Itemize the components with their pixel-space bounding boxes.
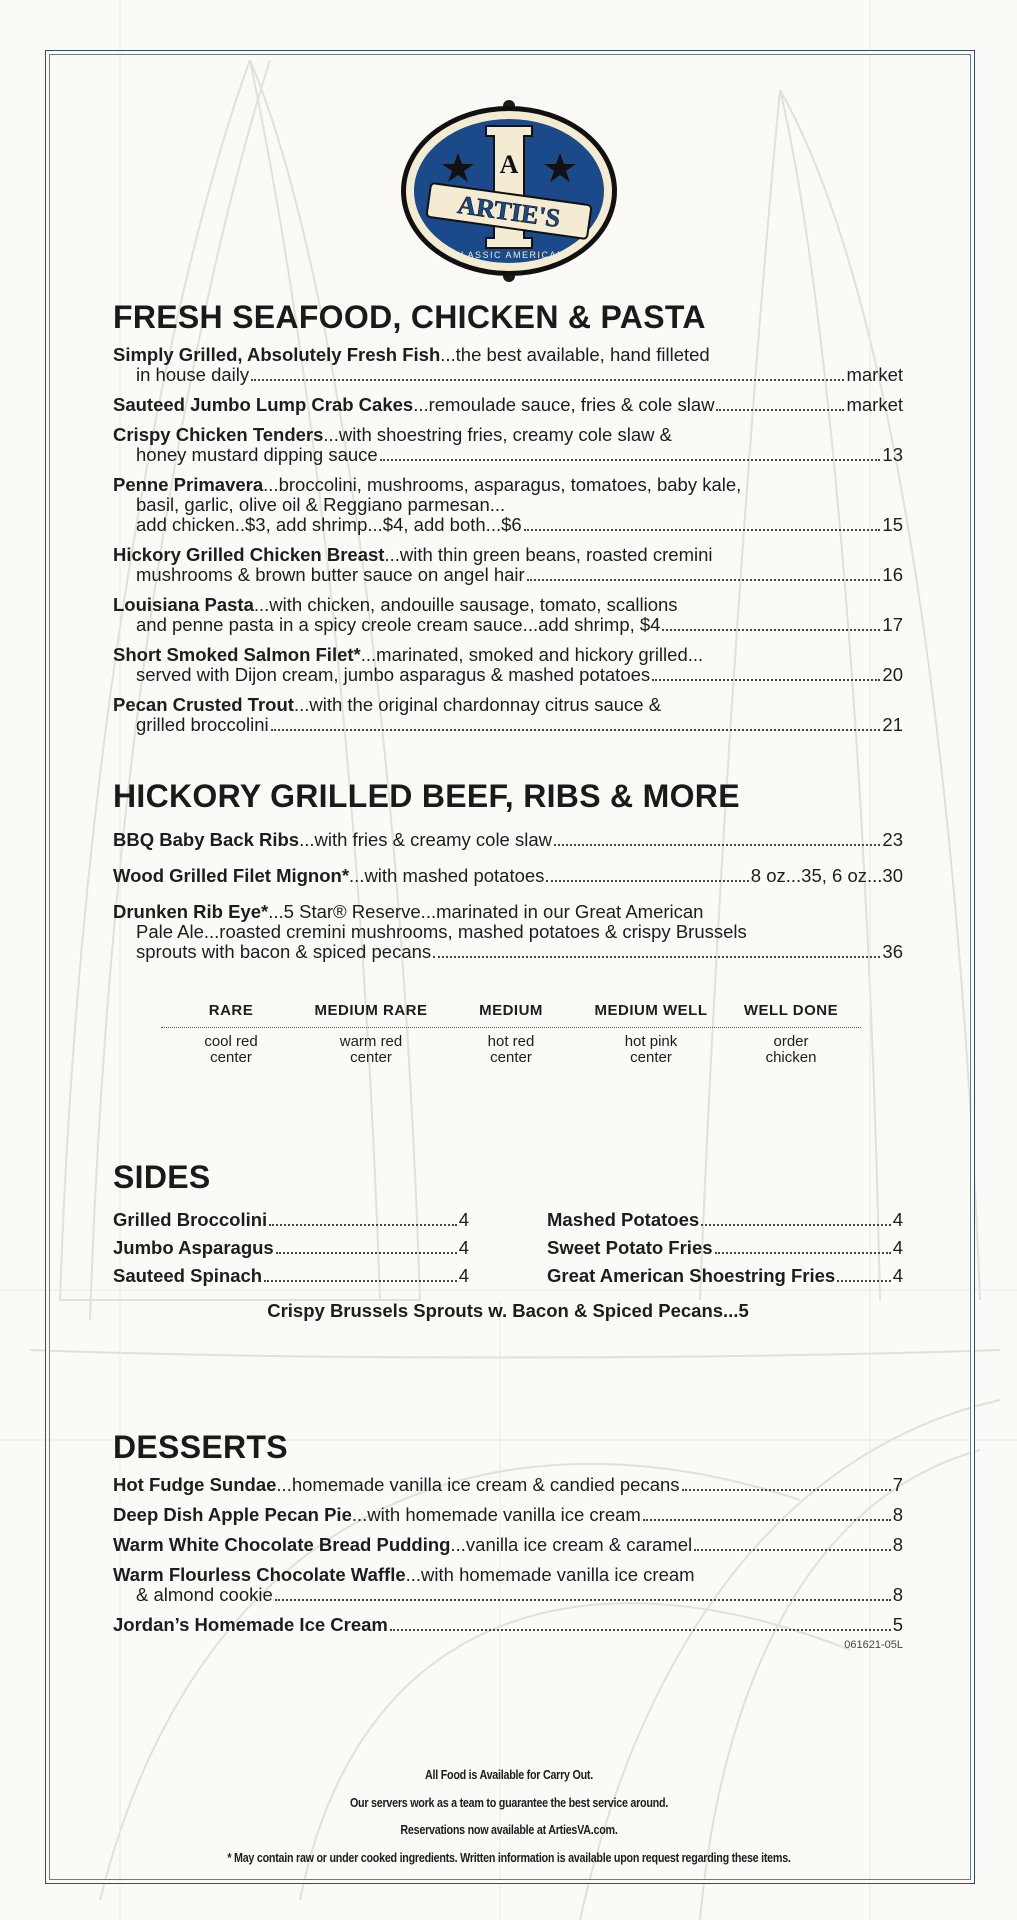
logo-subtitle: CLASSIC AMERICAN	[452, 250, 566, 260]
side-item-line	[113, 1266, 469, 1286]
doneness-description	[441, 1034, 581, 1066]
logo-letter: A	[499, 150, 519, 179]
menu-item-line	[113, 866, 903, 886]
menu-item-description: ...with the original chardonnay citrus sauce &	[293, 694, 662, 716]
menu-item-name: Wood Grilled Filet Mignon*	[113, 865, 350, 887]
menu-item-price: 8 oz...35, 6 oz...30	[750, 865, 903, 887]
menu-item-price: 16	[882, 564, 903, 586]
menu-item-line	[113, 345, 903, 365]
doneness-divider	[161, 1027, 861, 1028]
menu-item-description: ...with homemade vanilla ice cream	[351, 1503, 641, 1525]
menu-item-name: Hickory Grilled Chicken Breast	[113, 544, 385, 566]
menu-item-name: Drunken Rib Eye*	[113, 901, 269, 923]
menu-item	[113, 475, 903, 535]
menu-item	[113, 830, 903, 850]
menu-item	[113, 1475, 903, 1495]
doneness-line: center	[350, 1049, 392, 1067]
dot-leader	[643, 1519, 891, 1521]
side-item-name: Jumbo Asparagus	[113, 1236, 274, 1258]
menu-item-price: 13	[882, 444, 903, 466]
menu-item	[113, 1535, 903, 1555]
menu-item-price: 5	[892, 1613, 903, 1635]
doneness-level: MEDIUM	[479, 1002, 543, 1020]
menu-item-line	[113, 515, 903, 535]
doneness-level: MEDIUM RARE	[314, 1002, 428, 1020]
menu-item	[113, 545, 903, 585]
dot-leader	[716, 409, 844, 411]
menu-item-line	[113, 645, 903, 665]
menu-item-description: ...with homemade vanilla ice cream	[405, 1563, 695, 1585]
dot-leader	[269, 1224, 457, 1226]
menu-item-line	[113, 1535, 903, 1555]
menu-item-line	[113, 445, 903, 465]
menu-item-description: ...homemade vanilla ice cream & candied pecans	[276, 1473, 680, 1495]
menu-item-line	[113, 395, 903, 415]
menu-item-description: ...5 Star® Reserve...marinated in our Great American	[268, 901, 704, 923]
side-item-line	[113, 1210, 469, 1230]
doneness-line: hot red	[487, 1033, 535, 1051]
dot-leader	[682, 1489, 891, 1491]
menu-item-description: ...with fries & creamy cole slaw	[299, 829, 552, 851]
menu-item-line	[113, 595, 903, 615]
doneness-line: order	[773, 1033, 809, 1051]
menu-item-line	[113, 365, 903, 385]
menu-item-description: ...with mashed potatoes	[349, 865, 545, 887]
menu-item-line	[113, 565, 903, 585]
menu-item-line	[113, 1615, 903, 1635]
footer-line: Reservations now available at ArtiesVA.com.	[400, 1823, 618, 1837]
menu-item-price: 8	[892, 1503, 903, 1525]
dot-leader	[390, 1629, 891, 1631]
side-item-line	[547, 1210, 903, 1230]
menu-item-price: 36	[882, 941, 903, 963]
side-item-price: 4	[458, 1208, 469, 1230]
menu-code: 061621-05L	[844, 1638, 903, 1651]
menu-item-price: market	[846, 394, 903, 416]
menu-item-name: Hot Fudge Sundae	[113, 1473, 277, 1495]
menu-item-line	[113, 922, 903, 942]
menu-item-price: 7	[892, 1473, 903, 1495]
side-item	[113, 1238, 469, 1258]
menu-item-price: 17	[882, 614, 903, 636]
doneness-level: MEDIUM WELL	[594, 1002, 708, 1020]
menu-item-description: ...with thin green beans, roasted cremini	[384, 544, 713, 566]
menu-item-line	[113, 615, 903, 635]
menu-item-description: ...with shoestring fries, creamy cole slaw &	[323, 424, 672, 446]
menu-item-description: grilled broccolini	[136, 714, 269, 736]
menu-item-description: ...vanilla ice cream & caramel	[450, 1533, 693, 1555]
dot-leader	[527, 579, 881, 581]
menu-item-line	[113, 1505, 903, 1525]
menu-content	[113, 300, 903, 1651]
menu-item-name: Sauteed Jumbo Lump Crab Cakes	[113, 394, 414, 416]
menu-item-line	[113, 545, 903, 565]
menu-item-price: 15	[882, 514, 903, 536]
menu-item	[113, 1565, 903, 1605]
dot-leader	[694, 1549, 891, 1551]
doneness-line: center	[630, 1049, 672, 1067]
menu-item	[113, 1505, 903, 1525]
menu-item-description: and penne pasta in a spicy creole cream sauce...add shrimp, $4	[136, 614, 661, 636]
menu-item	[113, 425, 903, 465]
menu-item-line	[113, 1475, 903, 1495]
menu-item-price: 23	[882, 829, 903, 851]
dot-leader	[380, 459, 881, 461]
doneness-line: warm red	[339, 1033, 403, 1051]
doneness-description	[301, 1034, 441, 1066]
menu-item-description: ...the best available, hand filleted	[440, 344, 710, 366]
menu-item	[113, 1615, 903, 1635]
side-brussels-sprouts: Crispy Brussels Sprouts w. Bacon & Spiced Pecans...5	[267, 1299, 749, 1321]
footer	[45, 1762, 973, 1872]
menu-item-line	[113, 715, 903, 735]
footer-line: All Food is Available for Carry Out.	[425, 1768, 593, 1782]
menu-item	[113, 345, 903, 385]
menu-item-line	[113, 695, 903, 715]
menu-item-name: BBQ Baby Back Ribs	[113, 829, 300, 851]
menu-item-name: Deep Dish Apple Pecan Pie	[113, 1503, 352, 1525]
menu-item-name: Louisiana Pasta	[113, 594, 254, 616]
menu-item-description: add chicken..$3, add shrimp...$4, add both...$6	[136, 514, 522, 536]
side-item-price: 4	[458, 1236, 469, 1258]
footer-line: Our servers work as a team to guarantee the best service around.	[349, 1795, 669, 1810]
doneness-description	[581, 1034, 721, 1066]
menu-item-line	[113, 942, 903, 962]
menu-item-description: ...remoulade sauce, fries & cole slaw	[413, 394, 715, 416]
doneness-description	[161, 1034, 301, 1066]
side-item-price: 4	[892, 1264, 903, 1286]
dot-leader	[264, 1280, 457, 1282]
dot-leader	[701, 1224, 891, 1226]
side-item	[113, 1210, 469, 1230]
menu-item-line	[113, 475, 903, 495]
side-item	[113, 1266, 469, 1286]
menu-item-description: & almond cookie	[136, 1583, 273, 1605]
doneness-level: RARE	[208, 1002, 254, 1020]
menu-item	[113, 645, 903, 685]
side-item-line	[113, 1238, 469, 1258]
side-item-name: Sauteed Spinach	[113, 1264, 263, 1286]
dot-leader	[554, 844, 880, 846]
menu-item-price: 20	[882, 664, 903, 686]
logo-name: ARTIE'S	[455, 189, 563, 234]
menu-item-name: Warm White Chocolate Bread Pudding	[113, 1533, 451, 1555]
dot-leader	[662, 629, 880, 631]
menu-item-description: ...marinated, smoked and hickory grilled...	[360, 644, 704, 666]
doneness-line: center	[210, 1049, 252, 1067]
menu-item-description: sprouts with bacon & spiced pecans	[136, 941, 432, 963]
menu-item-name: Penne Primavera	[113, 474, 264, 496]
side-item-name: Mashed Potatoes	[547, 1208, 700, 1230]
doneness-line: hot pink	[624, 1033, 678, 1051]
menu-item-price: market	[846, 364, 903, 386]
menu-item-price: 21	[882, 714, 903, 736]
sides-grid	[113, 1202, 903, 1286]
section-title-seafood: FRESH SEAFOOD, CHICKEN & PASTA	[113, 299, 706, 335]
dot-leader	[524, 529, 881, 531]
menu-item	[113, 695, 903, 735]
sides-right-column	[547, 1202, 903, 1286]
doneness-level: WELL DONE	[743, 1002, 839, 1020]
side-item-price: 4	[892, 1236, 903, 1258]
side-item	[547, 1238, 903, 1258]
side-item-line	[547, 1266, 903, 1286]
menu-item-name: Crispy Chicken Tenders	[113, 424, 324, 446]
sides-left-column	[113, 1202, 469, 1286]
menu-item-line	[113, 830, 903, 850]
doneness-line: center	[490, 1049, 532, 1067]
menu-item	[113, 595, 903, 635]
menu-item-line	[113, 495, 903, 515]
doneness-line: chicken	[765, 1049, 817, 1067]
menu-item-description: ...with chicken, andouille sausage, tomato, scallions	[253, 594, 678, 616]
dot-leader	[546, 880, 748, 882]
side-item	[547, 1210, 903, 1230]
section-title-beef: HICKORY GRILLED BEEF, RIBS & MORE	[113, 778, 740, 815]
dot-leader	[276, 1252, 457, 1254]
menu-item-name: Pecan Crusted Trout	[113, 694, 294, 716]
desserts-list	[113, 1475, 903, 1635]
menu-item-name: Short Smoked Salmon Filet*	[113, 644, 361, 666]
dot-leader	[715, 1252, 891, 1254]
dot-leader	[652, 679, 880, 681]
menu-item	[113, 866, 903, 886]
menu-item	[113, 902, 903, 962]
menu-item-name: Warm Flourless Chocolate Waffle	[113, 1563, 406, 1585]
beef-list	[113, 830, 903, 962]
dot-leader	[251, 379, 844, 381]
menu-item-description: mushrooms & brown butter sauce on angel hair	[136, 564, 525, 586]
side-item-price: 4	[892, 1208, 903, 1230]
menu-item-description: ...broccolini, mushrooms, asparagus, tomatoes, baby kale,	[263, 474, 742, 496]
menu-item-line	[113, 425, 903, 445]
side-item-line	[547, 1238, 903, 1258]
menu-item-line	[113, 1565, 903, 1585]
side-item-name: Grilled Broccolini	[113, 1208, 268, 1230]
menu-item	[113, 395, 903, 415]
menu-item-name: Jordan’s Homemade Ice Cream	[113, 1613, 388, 1635]
dot-leader	[271, 729, 881, 731]
doneness-line: cool red	[204, 1033, 258, 1051]
seafood-list	[113, 345, 903, 735]
menu-item-price: 8	[892, 1583, 903, 1605]
footer-line: * May contain raw or under cooked ingredients. Written information is available upon request regarding these items.	[227, 1850, 791, 1865]
section-title-desserts: DESSERTS	[113, 1428, 288, 1465]
menu-item-line	[113, 1585, 903, 1605]
side-item-price: 4	[458, 1264, 469, 1286]
menu-item-line	[113, 665, 903, 685]
menu-item-description: in house daily	[136, 364, 250, 386]
menu-item-price: 8	[892, 1533, 903, 1555]
menu-item-description: Pale Ale...roasted cremini mushrooms, mashed potatoes & crispy Brussels	[136, 921, 747, 943]
doneness-description	[721, 1034, 861, 1066]
menu-item-line	[113, 902, 903, 922]
arties-logo	[398, 98, 620, 284]
menu-item-description: honey mustard dipping sauce	[136, 444, 378, 466]
dot-leader	[837, 1280, 890, 1282]
side-item-name: Great American Shoestring Fries	[547, 1264, 836, 1286]
section-title-sides: SIDES	[113, 1159, 211, 1196]
menu-item-description: basil, garlic, olive oil & Reggiano parmesan...	[136, 494, 506, 516]
doneness-chart	[161, 1002, 861, 1066]
menu-item-description: served with Dijon cream, jumbo asparagus & mashed potatoes	[136, 664, 651, 686]
side-item-name: Sweet Potato Fries	[547, 1236, 713, 1258]
dot-leader	[275, 1599, 891, 1601]
side-item	[547, 1266, 903, 1286]
dot-leader	[433, 956, 880, 958]
menu-item-name: Simply Grilled, Absolutely Fresh Fish	[113, 344, 441, 366]
